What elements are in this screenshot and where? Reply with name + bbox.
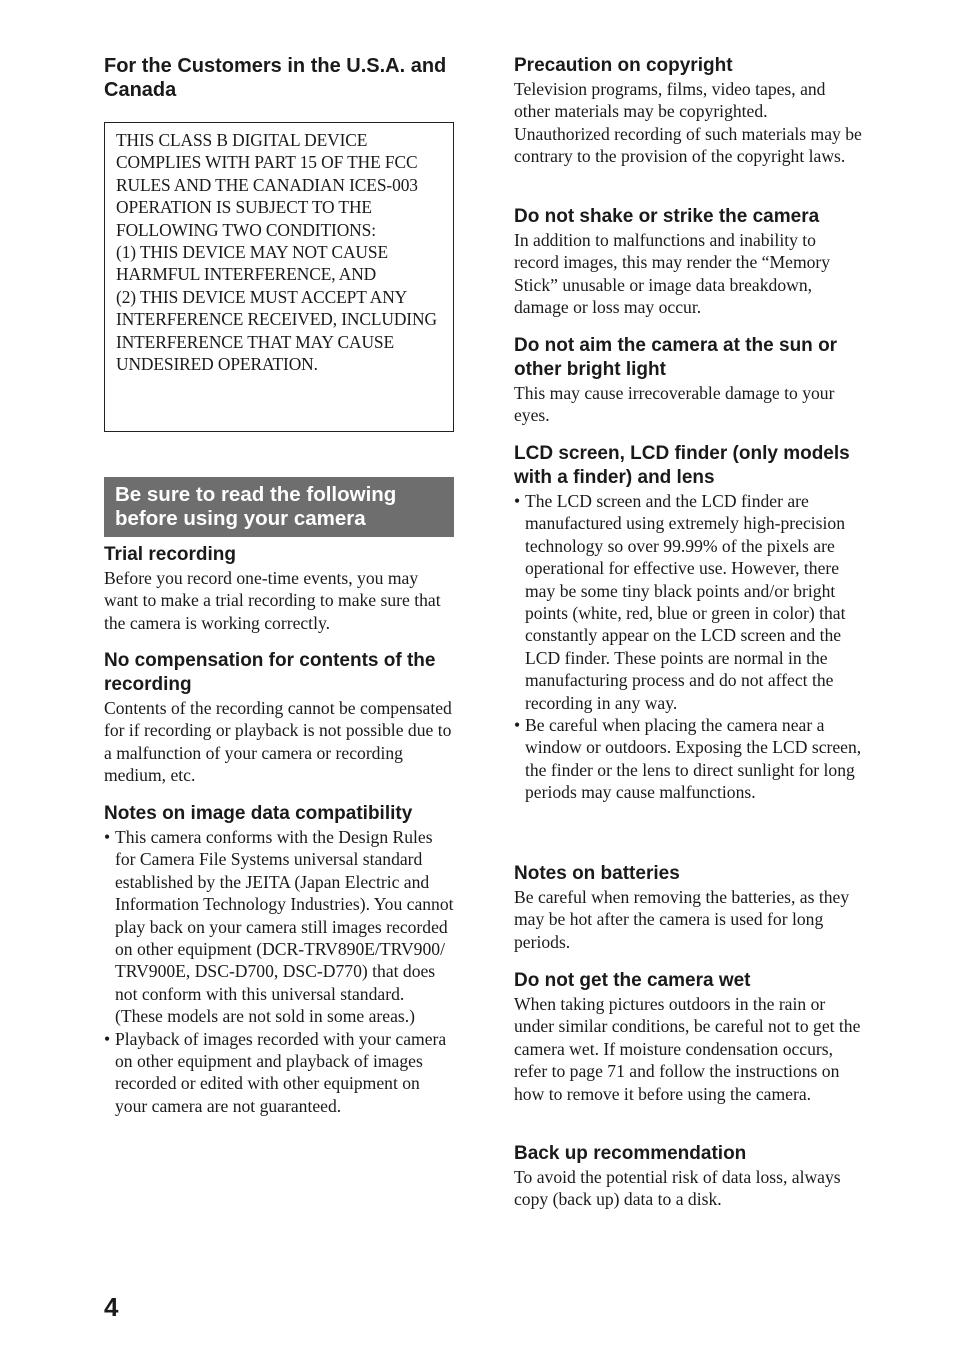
sun-body: This may cause irrecoverable damage to your eyes. (514, 383, 835, 426)
batteries-section (514, 862, 864, 953)
page-number: 4 (104, 1292, 119, 1322)
trial-recording-section (104, 543, 456, 634)
lcd-section (514, 442, 864, 804)
compensation-heading: No compensation for contents of the recording (104, 650, 436, 695)
bullet-icon: • (514, 715, 521, 736)
list-item (514, 490, 864, 714)
compatibility-list (104, 826, 456, 1117)
wet-section (514, 969, 864, 1105)
shake-section (514, 205, 864, 319)
shake-body: In addition to malfunctions and inability to record images, this may render the “Memory Stick” unusable or image data breakdown, damage or loss may occur. (514, 230, 831, 318)
copyright-heading: Precaution on copyright (514, 55, 733, 76)
shake-heading: Do not shake or strike the camera (514, 206, 820, 227)
backup-heading: Back up recommendation (514, 1143, 747, 1164)
wet-heading: Do not get the camera wet (514, 970, 751, 991)
customers-section (104, 55, 456, 102)
sun-heading: Do not aim the camera at the sun or other bright light (514, 335, 838, 380)
list-item-text: Be careful when placing the camera near a window or outdoors. Exposing the LCD screen, the finder or the lens to direct sunlight for long periods may cause malfunctions. (525, 715, 862, 803)
list-item-text: This camera conforms with the Design Rules for Camera File Systems universal standard established by the JEITA (Japan Electric and Information Technology Industries). You cannot play back on your camera still images recorded on other equipment (DCR-TRV890E/TRV900/ TRV900E, DSC-D700, DSC-D770) that does not conform with this universal standard. (These models are not sold in some areas.) (115, 827, 454, 1027)
sun-section (514, 334, 864, 427)
list-item-text: The LCD screen and the LCD finder are manufactured using extremely high-precision technology so over 99.99% of the pixels are operational for effective use. However, there may be some tiny black points and/or bright points (white, red, blue or green in color) that constantly appear on the LCD screen and the LCD finder. These points are normal in the manufacturing process and do not affect the recording in any way. (525, 491, 846, 713)
list-item (514, 714, 864, 804)
fcc-notice-line: (2) THIS DEVICE MUST ACCEPT ANY INTERFERENCE RECEIVED, INCLUDING INTERFERENCE THAT MAY CAUSE UNDESIRED OPERATION. (116, 286, 437, 375)
bullet-icon: • (104, 827, 111, 847)
copyright-body: Television programs, films, video tapes, and other materials may be copyrighted. Unauthorized recording of such materials may be contrary to the provision of the copyright laws. (514, 79, 862, 167)
batteries-body: Be careful when removing the batteries, as they may be hot after the camera is used for long periods. (514, 887, 850, 952)
fcc-notice-line: (1) THIS DEVICE MAY NOT CAUSE HARMFUL INTERFERENCE, AND (116, 242, 388, 285)
backup-body: To avoid the potential risk of data loss, always copy (back up) data to a disk. (514, 1167, 841, 1210)
trial-recording-heading: Trial recording (104, 544, 236, 565)
lcd-heading: LCD screen, LCD finder (only models with a finder) and lens (514, 443, 850, 488)
compensation-body: Contents of the recording cannot be compensated for if recording or playback is not possible due to a malfunction of your camera or recording medium, etc. (104, 698, 452, 786)
read-before-banner (104, 477, 454, 537)
compatibility-heading: Notes on image data compatibility (104, 803, 413, 824)
list-item (104, 1028, 456, 1118)
fcc-notice-line: THIS CLASS B DIGITAL DEVICE COMPLIES WITH PART 15 OF THE FCC RULES AND THE CANADIAN ICES-003 OPERATION IS SUBJECT TO THE FOLLOWING TWO CONDITIONS: (116, 130, 418, 240)
compensation-section (104, 649, 456, 787)
backup-section (514, 1142, 864, 1211)
bullet-icon: • (104, 1028, 111, 1049)
list-item (104, 826, 456, 1028)
bullet-icon: • (514, 491, 521, 511)
customers-heading: For the Customers in the U.S.A. and Canada (104, 55, 447, 101)
fcc-notice-box (104, 122, 454, 432)
list-item-text: Playback of images recorded with your camera on other equipment and playback of images recorded or edited with other equipment on your camera are not guaranteed. (115, 1028, 447, 1116)
batteries-heading: Notes on batteries (514, 863, 680, 884)
copyright-section (514, 54, 864, 168)
wet-body: When taking pictures outdoors in the rain or under similar conditions, be careful not to get the camera wet. If moisture condensation occurs, refer to page 71 and follow the instructions on how to remove it before using the camera. (514, 994, 861, 1104)
trial-recording-body: Before you record one-time events, you may want to make a trial recording to make sure that the camera is working correctly. (104, 568, 441, 633)
lcd-list (514, 490, 864, 804)
compatibility-section (104, 802, 456, 1117)
banner-text: Be sure to read the following before using your camera (115, 483, 397, 530)
